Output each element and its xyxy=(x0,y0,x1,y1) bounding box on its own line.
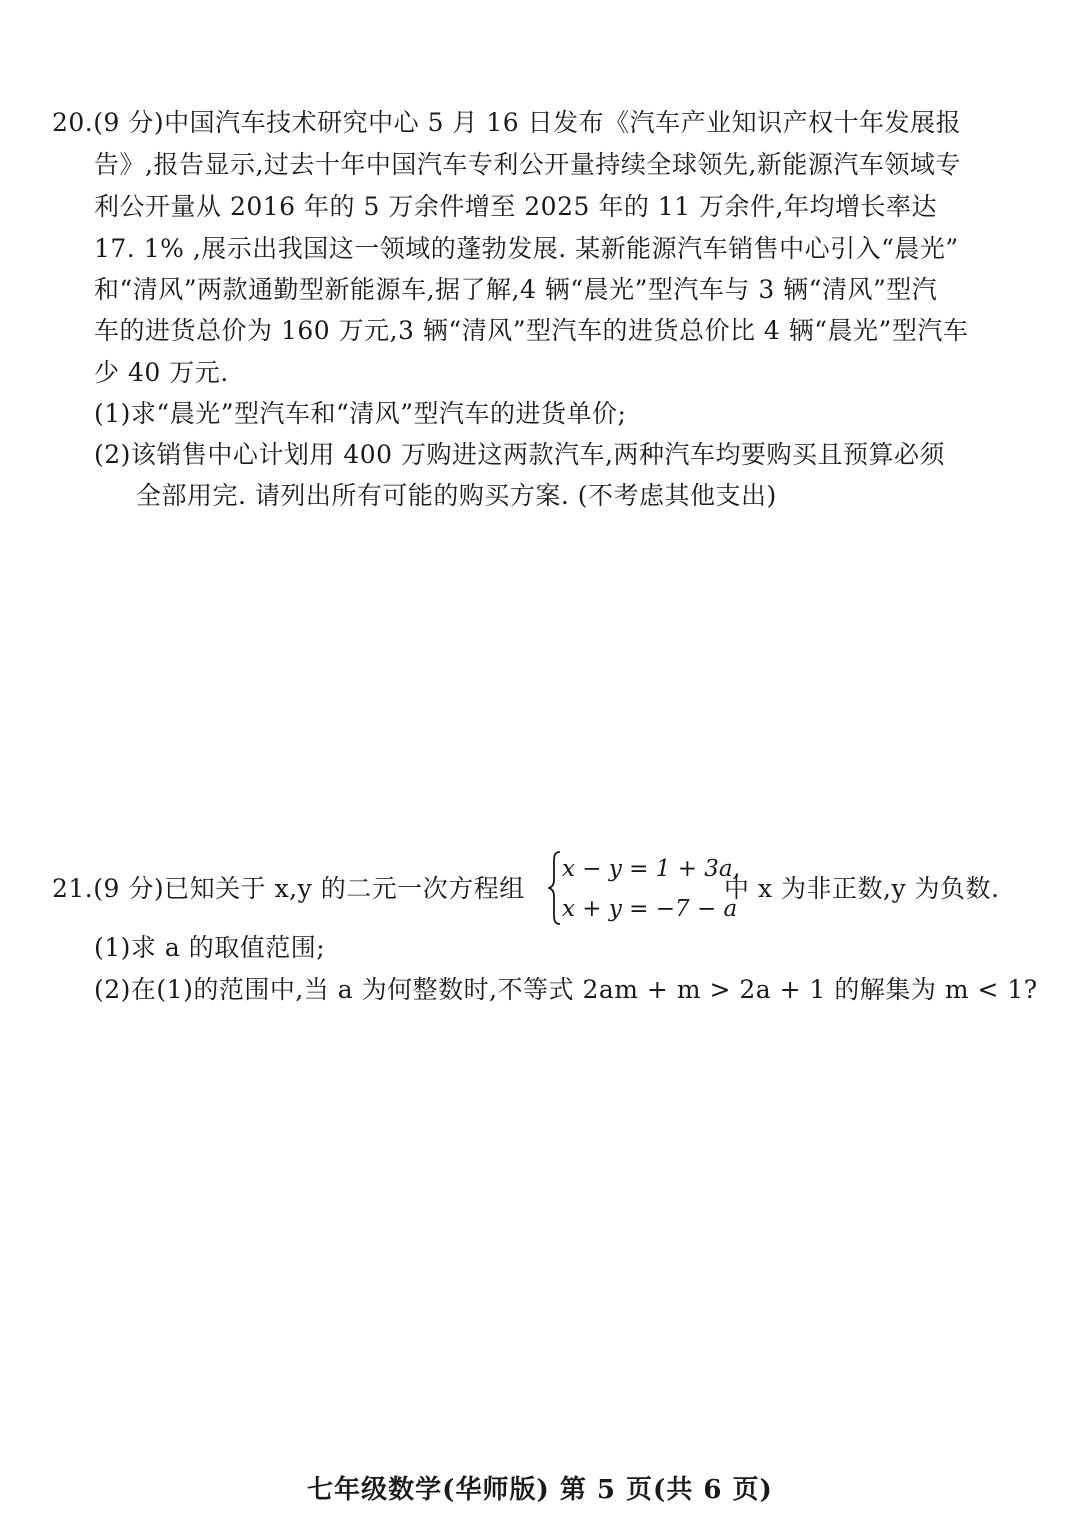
question-20-line-2: 告》,报告显示,过去十年中国汽车专利公开量持续全球领先,新能源汽车领域专 xyxy=(94,150,961,179)
equation-system xyxy=(548,850,740,930)
question-21-part-1: (1)求 a 的取值范围; xyxy=(94,933,326,962)
question-21-number: 21. xyxy=(52,874,94,903)
question-20-line-5: 和“清风”两款通勤型新能源车,据了解,4 辆“晨光”型汽车与 3 辆“清风”型汽 xyxy=(94,275,938,304)
question-20-line-3: 利公开量从 2016 年的 5 万余件增至 2025 年的 11 万余件,年均增长率达 xyxy=(94,192,937,221)
equation-2: x + y = −7 − a xyxy=(562,896,738,922)
question-21-intro-after: 中 x 为非正数,y 为负数. xyxy=(724,874,1000,903)
question-20-part-2-line-2: 全部用完. 请列出所有可能的购买方案. (不考虑其他支出) xyxy=(136,481,777,510)
question-21-intro-text: (9 分)已知关于 x,y 的二元一次方程组 xyxy=(93,874,525,903)
question-21-part-2: (2)在(1)的范围中,当 a 为何整数时,不等式 2am + m > 2a + 1 的解集为 m < 1? xyxy=(94,975,1038,1004)
page-footer: 七年级数学(华师版) 第 5 页(共 6 页) xyxy=(307,1475,773,1505)
question-20-number: 20. xyxy=(52,108,94,137)
question-21-intro xyxy=(52,869,525,909)
question-20-part-1: (1)求“晨光”型汽车和“清风”型汽车的进货单价; xyxy=(94,399,627,428)
question-20-line-4: 17. 1% ,展示出我国这一领域的蓬勃发展. 某新能源汽车销售中心引入“晨光” xyxy=(94,234,959,263)
question-20-part-2-line-1: (2)该销售中心计划用 400 万购进这两款汽车,两种汽车均要购买且预算必须 xyxy=(94,440,945,469)
left-brace-icon xyxy=(548,850,562,926)
question-20-line-7: 少 40 万元. xyxy=(94,358,229,387)
question-20-text-1: (9 分)中国汽车技术研究中心 5 月 16 日发布《汽车产业知识产权十年发展报 xyxy=(93,108,962,137)
question-20-line-1 xyxy=(52,103,961,143)
question-20-line-6: 车的进货总价为 160 万元,3 辆“清风”型汽车的进货总价比 4 辆“晨光”型汽车 xyxy=(94,316,969,345)
equation-1: x − y = 1 + 3a, xyxy=(562,856,740,882)
